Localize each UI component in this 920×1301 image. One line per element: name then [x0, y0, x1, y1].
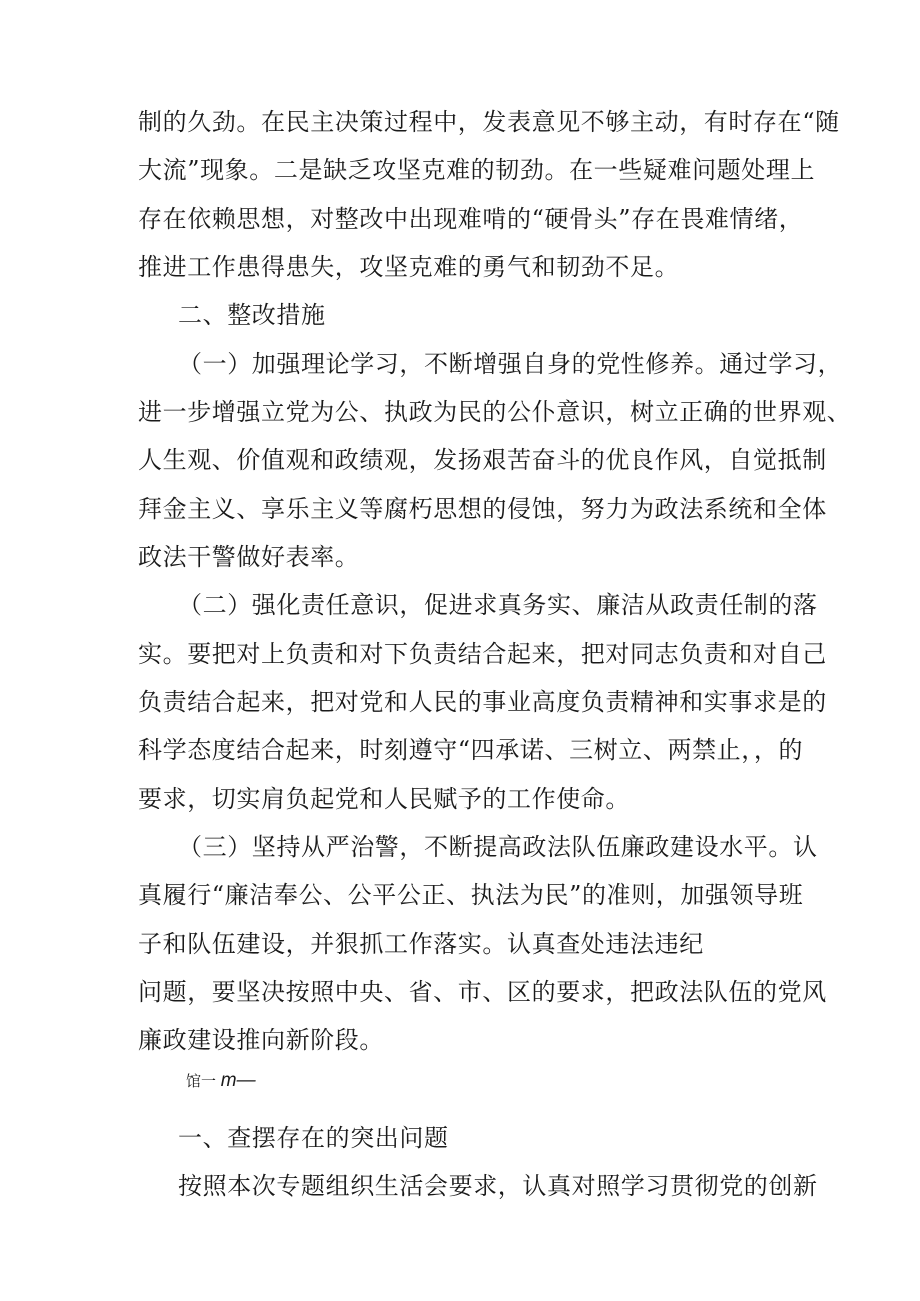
paragraph-line: 廉政建设推向新阶段。 [138, 1026, 384, 1054]
marker-prefix: 馆一 [186, 1072, 221, 1090]
paragraph-line: 进一步增强立党为公、执政为民的公仆意识，树立正确的世界观、 [138, 398, 852, 426]
paragraph-line: （一）加强理论学习，不断增强自身的党性修养。通过学习， [178, 350, 843, 378]
paragraph-line: 人生观、价值观和政绩观，发扬艰苦奋斗的优良作风，自觉抵制 [138, 446, 827, 474]
paragraph-line: 推进工作患得患失，攻坚克难的勇气和韧劲不足。 [138, 253, 680, 281]
paragraph-line: 科学态度结合起来，时刻遵守“四承诺、三树立、两禁止，，的 [138, 736, 804, 764]
paragraph-line: （三）坚持从严治警，不断提高政法队伍廉政建设水平。认 [178, 833, 818, 861]
paragraph-line: 实。要把对上负责和对下负责结合起来，把对同志负责和对自己 [138, 640, 827, 668]
page-marker [186, 1071, 256, 1091]
marker-suffix: m— [220, 1070, 256, 1091]
section-heading: 一、查摆存在的突出问题 [178, 1124, 449, 1152]
paragraph-line: 存在依赖思想，对整改中出现难啃的“硬骨头”存在畏难情绪， [138, 205, 804, 233]
paragraph-line: 负责结合起来，把对党和人民的事业高度负责精神和实事求是的 [138, 688, 827, 716]
paragraph-line: 制的久劲。在民主决策过程中，发表意见不够主动，有时存在“随 [138, 108, 840, 136]
paragraph-line: 按照本次专题组织生活会要求，认真对照学习贯彻党的创新 [178, 1172, 818, 1200]
paragraph-line: （二）强化责任意识，促进求真务实、廉洁从政责任制的落 [178, 591, 818, 619]
paragraph-line: 要求，切实肩负起党和人民赋予的工作使命。 [138, 785, 630, 813]
paragraph-line: 真履行“廉洁奉公、公平公正、执法为民”的准则，加强领导班 [138, 881, 804, 909]
section-heading: 二、整改措施 [178, 301, 326, 329]
paragraph-line: 大流”现象。二是缺乏攻坚克难的韧劲。在一些疑难问题处理上 [138, 156, 816, 184]
paragraph-line: 问题，要坚决按照中央、省、市、区的要求，把政法队伍的党风 [138, 978, 827, 1006]
paragraph-line: 政法干警做好表率。 [138, 543, 360, 571]
paragraph-line: 子和队伍建设，并狠抓工作落实。认真查处违法违纪 [138, 930, 704, 958]
paragraph-line: 拜金主义、享乐主义等腐朽思想的侵蚀，努力为政法系统和全体 [138, 495, 827, 523]
